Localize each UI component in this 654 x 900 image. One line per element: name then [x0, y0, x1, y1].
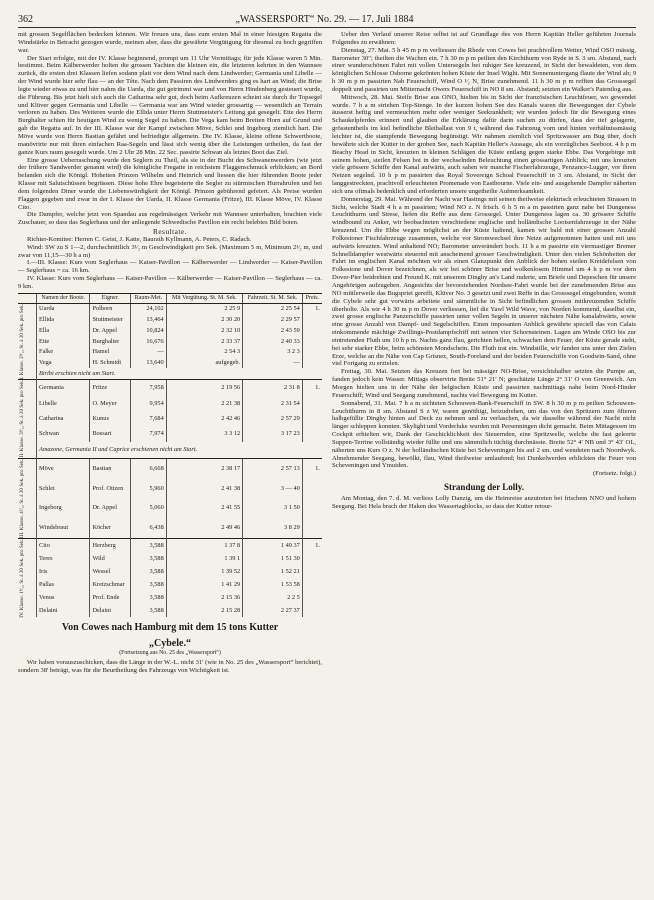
cell-owner: Stuttmeister: [90, 315, 131, 326]
intro-paragraph: mit grossen Segelflächen bedecken können. Wir freuen uns, dass zum ersten Mal in einer hiesigen Regatta die Windstärke in Betracht gezogen wurde, meinen aber, dass die gewährte Vergütigung für diesmal zu hoch gegriffen war.: [18, 31, 322, 54]
cell-corrected: 2 42 46: [166, 411, 242, 426]
continued-note: (Fortsetz. folgt.): [592, 470, 636, 478]
cell-prize: [302, 347, 322, 358]
cell-prize: [302, 479, 322, 498]
publication-line: „WASSERSPORT“ No. 29. — 17. Juli 1884: [235, 14, 414, 25]
table-row: [18, 347, 322, 358]
cell-elapsed: 2 2 5: [243, 591, 303, 604]
cell-name: Ellida: [37, 315, 90, 326]
table-row: [18, 427, 322, 442]
cell-elapsed: 1 51 30: [243, 552, 303, 565]
cell-elapsed: 2 31 8: [243, 380, 303, 396]
cell-volume: 3,588: [131, 591, 167, 604]
cell-name: Pallas: [37, 578, 90, 591]
cell-prize: [302, 604, 322, 617]
cell-owner: Dr. Appel: [90, 325, 131, 336]
cell-name: Schlei: [37, 479, 90, 498]
cell-prize: [302, 411, 322, 426]
cell-name: Uarda: [37, 303, 90, 314]
cell-volume: 7,958: [131, 380, 167, 396]
table-row: [18, 578, 322, 591]
cell-volume: 3,588: [131, 604, 167, 617]
paragraph-steamers: Die Dampfer, welche jetzt von Spandau aus regelmässigen Verkehr mit Wannsee unterhalten, brachten viele Zuschauer, so dass das Seglerhaus und der anliegende Schwedische Pavillon ein recht belebtes Bild boten.: [18, 211, 322, 227]
results-table-body: [18, 303, 322, 617]
class-group-label: [18, 458, 37, 538]
cell-corrected: 2 30 20: [166, 315, 242, 326]
cell-volume: 7,684: [131, 411, 167, 426]
paragraph-surprise: Eine grosse Ueberraschung wurde den Seglern zu Theil, als sie in der Bucht des Schwanenwerders (wie jetzt der frühere Sandwerder genannt wird) die königliche Fregatte in reichstem Flaggenschmuck erblickten; an Bord befanden sich die Königl. Hoheiten Prinzen Wilhelm und Heinrich und liessen die hier führenden Boote jeder Klasse mit Salutschüssen begrüssen. Diese hohe Ehre begeisterte die Segler zu stürmischen Hurrahrufen und bei dem folgenden Diner wurde die Liebenswürdigkeit der Königl. Prinzen gebührend gefeiert. Als Preise wurden Flaggen gegeben und zwar in der I. Klasse der Uarda, II. Klasse Germania (Fritze), III. Klasse Möve, IV. Klasse Cito.: [18, 156, 322, 211]
cell-name: Venus: [37, 591, 90, 604]
cell-volume: 7,974: [131, 427, 167, 442]
cell-name: Iris: [37, 565, 90, 578]
cell-name: Windsbraut: [37, 517, 90, 538]
page-number: 362: [18, 14, 33, 25]
journal-wednesday: Mittwoch, 28. Mai. Steife Brise aus ONO, hielten bis in Sicht der französischen Leuchtfeuer, wo gewendet wurde. 7 h a m striehen Top-Stenge. In der kurzen hohen See des Kanals waren die Bewegungen der Cybele äusserst heftig und vermeuchten mehr oder weniger Seekrankheit; wir wurden jedoch für die Bewegung eines Schaukelpferdes erinnert und glauben die Erklärung dafür darin suchen zu dürfen, dass der tief gelagerte, grösstentheils im kiel befindliche Bleiballast von 9 t, während das Fahrzeug vorn und hinten verhältnissmässig leichter ist, die stampfende Bewegung begünstigt. Wir nahmen ziemlich viel Spritzwasser am Bug über, doch bewährte sich der Kutter in der groben See, nach Kapitän Heller's Aussage, als ein vorzügliches Seeboot. 4 h p m Beachy Head in Sicht, kreuzten in kleinen Schlägen die Küste entlang gegen starke Ebbe. Das Vorgebirge mit seinem hohen, steilen Felsen bot in der wechselnden Beleuchtung einen grossartigen Anblick; mit uns kreuzten viele grössere Schiffe den Kanal aufwärts, auch sahen wir manche Fischerfahrzeuge, Penzance-Lugger, vor ihren Netzen segelnd. 10 h p m passirten das Royal Sovereign Schoal Feuerschiff in 3 sm. Abstand, in Sicht der langgestreckten, prachtvoll erleuchteten Promenade von Eastbourne. Viele ein- und ausgehende Dampfer näherten sich uns oftmals bedenklich und erforderten unsere ungetheilte Aufmerksamkeit.: [332, 93, 636, 195]
cell-volume: 13,464: [131, 315, 167, 326]
header-corrected: Mit Vergütung. St. M. Sek.: [166, 293, 242, 303]
page-header: [18, 14, 636, 28]
cell-elapsed: 3 17 23: [243, 427, 303, 442]
cell-elapsed: 3 1 50: [243, 498, 303, 517]
cell-owner: Bossart: [90, 427, 131, 442]
cell-prize: 1.: [302, 303, 322, 314]
cell-corrected: 2 32 10: [166, 325, 242, 336]
cell-elapsed: —: [243, 358, 303, 369]
table-row: [18, 411, 322, 426]
cell-owner: Köcher: [90, 517, 131, 538]
cell-name: Ingeborg: [37, 498, 90, 517]
cell-elapsed: 2 57 13: [243, 458, 303, 479]
cell-corrected: 2 41 38: [166, 479, 242, 498]
header-name: Namen der Boote.: [37, 293, 90, 303]
journal-saturday: Sonnabend, 31. Mai. 7 h a m sichteten Schouwen-Bank-Feuerschiff in SW. 8 h 30 m p m peilten Schouwen-Leuchtthurm in 8 sm. Abstand S z W, waren genöthigt, beizudrehen, um das von den Spritzern zum öfteren halbgefüllte Dinghy hinten auf Deck zu nehmen und zu verlaschen, da wir dasselbe während der Nacht nicht länger schleppen konnten. Skylight und Vorderluke wurden mit Persenningen dicht gemacht. Beim Mittagessen im Cockpit erhielten wir, Dank der Geschicklichkeit des Steuernden, eine Spritzwelle, welche die fast geleerte Suppen-Terrine vollständig wieder füllte und uns sämmtlich tüchtig durchnässte. Breite 52° 4′ NB und 3° 43′ OL, näherten uns Kurs O z. N der holländischen Küste bei Scheveningen bis auf 2 sm. und wendeten nach Noordwyk. Abnehmender Seegang, bewölkt, flau, Wind theilweise umlaufend; bei Dunkelwerden erblickten die Feuer von Scheveningen und Ymuiden.: [332, 399, 636, 470]
cell-volume: 5,060: [131, 498, 167, 517]
table-row: [18, 458, 322, 479]
article-title-line-1: Von Cowes nach Hamburg mit dem 15 tons Kutter: [61, 622, 279, 634]
table-row: [18, 325, 322, 336]
section-text: Am Montag, den 7. d. M. verliess Lolly Danzig, um die Heimreise anzutreten bei frischem NNO und hohem Seegang. Bei Hela brach der Haken des Wassertagblocks, so dass der Kutter retour-: [332, 495, 636, 510]
table-row: [18, 604, 322, 617]
header-elapsed: Fahrzeit. St. M. Sek.: [243, 293, 303, 303]
cell-owner: Polborn: [90, 303, 131, 314]
cell-name: Möve: [37, 458, 90, 479]
cell-owner: H. Schmidt: [90, 358, 131, 369]
cell-volume: 5,960: [131, 479, 167, 498]
journal-intro: Ueber den Verlauf unserer Reise selbst ist auf Grundlage des von Herrn Kapitän Heller geführten Journals Folgendes zu erwähnen:: [332, 31, 636, 46]
cell-volume: 3,588: [131, 538, 167, 552]
table-note-row: [18, 368, 322, 379]
cell-volume: 6,438: [131, 517, 167, 538]
class-group-label-text: II. Klasse. 3⁸⁄₁₅ St. à 20 Sek. pro Sek.: [19, 380, 25, 458]
table-row: [18, 517, 322, 538]
cell-elapsed: 2 25 54: [243, 303, 303, 314]
cell-owner: Wild: [90, 552, 131, 565]
cell-name: Falke: [37, 347, 90, 358]
cell-elapsed: 1 52 21: [243, 565, 303, 578]
cell-elapsed: 2 27 37: [243, 604, 303, 617]
cell-owner: Fritze: [90, 380, 131, 396]
cell-owner: Kunus: [90, 411, 131, 426]
cell-corrected: 2 21 38: [166, 396, 242, 411]
cell-name: Ette: [37, 336, 90, 347]
cell-corrected: 3 3 12: [166, 427, 242, 442]
left-column: [18, 31, 322, 675]
cell-elapsed: 1 49 37: [243, 538, 303, 552]
cell-prize: [302, 427, 322, 442]
class-group-label-text: III. Klasse. 4⁵⁄₁₅ St. à 20 Sek. pro Sek.: [19, 458, 25, 538]
cell-elapsed: 3 8 29: [243, 517, 303, 538]
class-group-label: [18, 380, 37, 458]
cell-corrected: 1 39 1: [166, 552, 242, 565]
cell-owner: Prof. Oitzen: [90, 479, 131, 498]
results-title: Resultate.: [153, 227, 187, 237]
cell-corrected: 2 41 55: [166, 498, 242, 517]
cell-name: Schwan: [37, 427, 90, 442]
cell-elapsed: 3 — 40: [243, 479, 303, 498]
table-row: [18, 358, 322, 369]
results-table: [18, 293, 322, 617]
results-table-header: [18, 293, 322, 303]
cell-corrected: 1 39 52: [166, 565, 242, 578]
cell-corrected: 2 33 37: [166, 336, 242, 347]
article-text: Wir haben vorauszuschicken, dass die Länge in der W.-L. nicht 31' (wie in No. 25 des „Wassersport“ berichtet), sondern 38' beträgt, was für die Beurtheilung des Fahrzeugs von Wichtigkeit ist.: [18, 659, 322, 675]
cell-volume: 10,824: [131, 325, 167, 336]
cell-owner: Hamel: [90, 347, 131, 358]
cell-owner: Burghalter: [90, 336, 131, 347]
table-row: [18, 396, 322, 411]
results-committee: Richter-Komitee: Herren C. Geist, J. Katte, Baurath Kyllmann, A. Peters, C. Radach.: [27, 235, 252, 243]
cell-prize: [302, 396, 322, 411]
cell-owner: Delaini: [90, 604, 131, 617]
class-group-label: [18, 303, 37, 380]
cell-volume: 6,668: [131, 458, 167, 479]
table-row: [18, 498, 322, 517]
cell-name: Teres: [37, 552, 90, 565]
cell-prize: 1.: [302, 538, 322, 552]
cell-name: Germania: [37, 380, 90, 396]
class-group-label: [18, 538, 37, 617]
cell-volume: 3,588: [131, 578, 167, 591]
cell-volume: 3,588: [131, 565, 167, 578]
cell-volume: 9,954: [131, 396, 167, 411]
section-title: Strandung der Lolly.: [443, 482, 525, 493]
cell-volume: 13,640: [131, 358, 167, 369]
cell-volume: 24,102: [131, 303, 167, 314]
cell-volume: 16,676: [131, 336, 167, 347]
cell-corrected: 2 25 9: [166, 303, 242, 314]
cell-elapsed: 2 29 57: [243, 315, 303, 326]
article-subtitle: (Fortsetzung aus No. 25 des „Wassersport“): [119, 650, 221, 657]
journal-tuesday: Dienstag, 27. Mai. 5 h 45 m p m verliessen die Rhede von Cowes bei prachtvollem Wetter, Wind OSO mässig, Barometer 30″; theilten die Wachen ein. 7 h 30 m p m peilten den Kirchthurm von Ryde in S. 3 sm. Abstand, nach einer wunderschönen Fahrt mit vollen Untersegeln bei ruhiger See kreuzend, in Sicht der bewaldeten, von dem königlichen Schlosse Osborne gekrönten hohen Küste der Insel Wight. Mit Sonnenuntergang flaute der Wind ab; 9 h 30 m p m passirten Nab Feuerschiff, Wind O ¹⁄₂ N, Brise zunehmend. 11 h 30 m p m refften das Grosssegel doppelt und passirten um Mitternacht Owers Feuerschiff in NO 8 sm. Abstand; setzten ein Walker's Patentlog aus.: [332, 46, 636, 93]
cell-corrected: 2 38 17: [166, 458, 242, 479]
table-row: [18, 538, 322, 552]
cell-prize: [302, 498, 322, 517]
header-volume: Raum-Met.: [131, 293, 167, 303]
cell-prize: [302, 578, 322, 591]
cell-volume: 3,588: [131, 552, 167, 565]
cell-elapsed: 3 2 3: [243, 347, 303, 358]
header-owner: Eigner.: [90, 293, 131, 303]
paragraph-start-report: Der Start erfolgte, mit der IV. Klasse beginnend, prompt um 11 Uhr Vormittags; für jede Klasse waren 5 Min. bestimmt. Beim Kälberwerder holten die grossen Yachten die kleinen ein, die letzteren kehrten in den Wannsee zurück, die ersten drei Klassen liefen sodann platt vor dem Wind nach dem Lindwerder; Germania und Libelle — der Wind wurde hier sehr flau — an der Tête. Nach dem Passiren des Lindwerders ging es hart an Wind; die Brise legte wieder etwas zu und hier nahm die Uarda, die gut getrimmt war und von Herrn Hindenberg gesteuert wurde, die Führung. Bis jetzt hielt sich auch die Catharina sehr gut, doch beim Aufkreuzen scheint sie durch ihr Topsegel und Klüver gegen Germania und Libelle — Germania war am Wind wieder grossartig — wesentlich an Terrain verloren zu haben. Des Weiteren wurde die Ellida unter Herrn Stuttmeister's Leitung gut gesegelt. Ette des Herrn Burghalter schien für heutigen Wind zu wenig Segel zu haben. Die Vega kam beim Breiten Horn auf Grund und gab die Regatta auf. In der III. Klasse war der Kampf zwischen Möve, Schlei und Ingeborg ziemlich hart. Die Möve wurde von Herrn Bastian gefährt und befriedigte allgemein. Die IV. Klasse, kleine offene Schwertboote, manövrirte nur mit ihren einfachen Raa-Segeln und lässt sich wenig über die Leistungen urtheilen, da fast der ganze Kurs raum gesegelt wurde. Um 2 Uhr 28 Min. 22 Sec. passirte Schwan als letztes Boot das Ziel.: [18, 54, 322, 156]
cell-name: Delaini: [37, 604, 90, 617]
table-note-row: [18, 442, 322, 458]
cell-owner: Dr. Appel: [90, 498, 131, 517]
cell-owner: Kretzschmar: [90, 578, 131, 591]
cell-prize: [302, 315, 322, 326]
cell-elapsed: 2 31 54: [243, 396, 303, 411]
cell-corrected: aufgegeb.: [166, 358, 242, 369]
cell-name: Cito: [37, 538, 90, 552]
cell-corrected: 2 15 28: [166, 604, 242, 617]
cell-prize: [302, 517, 322, 538]
cell-corrected: 1 41 29: [166, 578, 242, 591]
group-note: Biribi erschien nicht am Start.: [37, 368, 323, 379]
cell-prize: [302, 565, 322, 578]
cell-corrected: 1 37 8: [166, 538, 242, 552]
table-row: [18, 591, 322, 604]
cell-corrected: 2 54 3: [166, 347, 242, 358]
table-row: [18, 552, 322, 565]
cell-owner: Wessel: [90, 565, 131, 578]
cell-prize: 1.: [302, 380, 322, 396]
cell-owner: Herzberg: [90, 538, 131, 552]
cell-prize: 1.: [302, 458, 322, 479]
results-course-2: IV. Klasse: Kurs vom Seglerhaus — Kaiser-Pavillon — Kälberwerder — Kaiser-Pavillon — Seglerhaus — ca. 9 km.: [18, 275, 322, 290]
journal-thursday: Donnerstag, 29. Mai. Während der Nacht war Hastings mit seinen theilweise elektrisch erleuchteten Strassen in Sicht, welche Stadt 4 h a m passirten; Wind NO z. N frisch. 6 h 5 m a m passirten ganz nahe bei Dungeness Leuchtthurm und Strese, liefen die Reffe aus dem Grossegel. Unter Dungeness lagen ca. 30 grössere Schiffe windbound zu Anker, wir beobachteten verschiedene englische und holländische Lootsenfahrzeuge in der Nähe kreuzend. Um die Ebbe wegen möglichst an der Küste haltend, kamen wir bald mit einer grossen Anzahl Folkestoner Fischfahrzeuge zusammen, welche vor Stromwechsel ihre Netze aufgenommen hatten und mit uns aufwärts kreuzten. Wind anhaltend NO; Barometer unverändert hoch. 11 h a m passirte ein viermastiger Bremer Schnelldampfer westwärts steuernd mit anscheinend grosser Geschwindigkeit. Unter den vielen Schönheiten der Fahrt im englischen Kanal möchten wir als einen Glanzpunkt den Anblick der hohen steilen Kreidefelsen von Folkestone und Dover bezeichnen, als wir bei schöner Brise und wolkenlosem Himmel um 4 h p m vor dem Dover-Pier beidrehten und Freund K. mit unserem Dinghy an's Land ruderte, um Briefe und Depeschen für unsere Angehörigen aufzugeben. Angesichts der bevorstehenden Nordsee-Fahrt wurde bei der zunehmenden Brise aus NO mittlerweile das Bugspriet gerefft, Klüver No. 3 gesetzt und zwei Reffe in das Grosssegel eingebunden, womit die Cybele sehr gut vorwärts arbeitete und sämmtliche in Sicht befindlichen grossen mitkreuzenden Schiffe überholte. Als wir 4 h 30 m p m Dover verliessen, lief die Yawl Wild Wave, von Norden kommend, daselbst ein, zwei grosse englische Panzerschiffe passirten unter vollen Segeln in unserer nächsten Nähe kanalabwärts, sowie eine grosse Anzahl von Dampf- und Segelschiffen. Einen imposanten Anblick gewährte speciell das von Calais einkommende mächtige Zwillings-Postdampfschiff mit seinen vier Schornsteinen. Lagen am Winde OSO bis zur eintretenden Fluth um 10 h p m. Nachts ganz flau, gerichten hellen, schwachen dem Feuer, der Küste gerade steht, bei sehr starker Ebbe, beim schönsten Mondschein. Die Fluth trat ein. Windstille, wir fanden uns unter den Zielen Erze, welche an die Nähe von Cap Grisnez, South-Foreland und der beiden Feuerschiffe von Goodwin-Sand, ohne viel Fortgang zu erzielen.: [332, 195, 636, 368]
cell-prize: [302, 336, 322, 347]
results-course-1: I.—III. Klasse: Kurs vom Seglerhaus — Kaiser-Pavillon — Kälberwerder — Lindwerder — Kaiser-Pavillon — Seglerhaus = ca. 16 km.: [18, 259, 322, 275]
class-group-label-text: I. Klasse. 2⁸⁄₁₅ St. à 20 Sek. pro Sek.: [19, 303, 25, 380]
cell-prize: [302, 591, 322, 604]
cell-corrected: 2 19 56: [166, 380, 242, 396]
table-row: [18, 303, 322, 314]
header-group: [18, 293, 37, 303]
table-row: [18, 315, 322, 326]
cell-prize: [302, 358, 322, 369]
table-row: [18, 565, 322, 578]
journal-friday: Freitag, 30. Mai. Setzten das Kreuzen fort bei mässiger NO-Brise, vorsichtshalber setzten die Pumpe an, fanden jedoch kein Wasser. Mittags observirte Breite 51° 21′ N; geschätzte Länge 2° 31′ O von Greenwich. Am Morgen hielten uns in der Nähe der belgischen Küste und passirten nachmittags nahe beim Nord-Hinder Feuerschiff; Wind und Seegang zunehmend, nachts viel Bewegung im Kutter.: [332, 368, 636, 399]
table-row: [18, 380, 322, 396]
right-column: [332, 31, 636, 675]
cell-volume: —: [131, 347, 167, 358]
cell-name: Vega: [37, 358, 90, 369]
cell-name: Ella: [37, 325, 90, 336]
cell-corrected: 2 49 46: [166, 517, 242, 538]
cell-corrected: 2 15 36: [166, 591, 242, 604]
cell-prize: [302, 325, 322, 336]
cell-owner: Prof. Ende: [90, 591, 131, 604]
cell-name: Catharina: [37, 411, 90, 426]
class-group-label-text: IV. Klasse. 1⁴⁄₁₅ St. à 20 Sek. pro Sek.: [19, 538, 25, 618]
group-note: Amazone, Germania II und Caprice erschienen nicht am Start.: [37, 442, 323, 458]
cell-elapsed: 2 40 33: [243, 336, 303, 347]
cell-elapsed: 2 57 29: [243, 411, 303, 426]
cell-owner: O. Meyer: [90, 396, 131, 411]
results-wind: Wind: SW zu S 1—2, durchschnittlich 3¹⁄₂ m Geschwindigkeit pro Sek. (Maximum 5 m, Minimum 2¹⁄₂ m, und zwar von 11,15—30 h a m): [18, 243, 322, 259]
cell-elapsed: 1 53 58: [243, 578, 303, 591]
cell-elapsed: 2 43 59: [243, 325, 303, 336]
table-row: [18, 336, 322, 347]
cell-owner: Bastian: [90, 458, 131, 479]
table-row: [18, 479, 322, 498]
cell-name: Libelle: [37, 396, 90, 411]
header-prize: Preis.: [302, 293, 322, 303]
article-title-line-2: „Cybele.“: [149, 638, 191, 650]
cell-prize: [302, 552, 322, 565]
